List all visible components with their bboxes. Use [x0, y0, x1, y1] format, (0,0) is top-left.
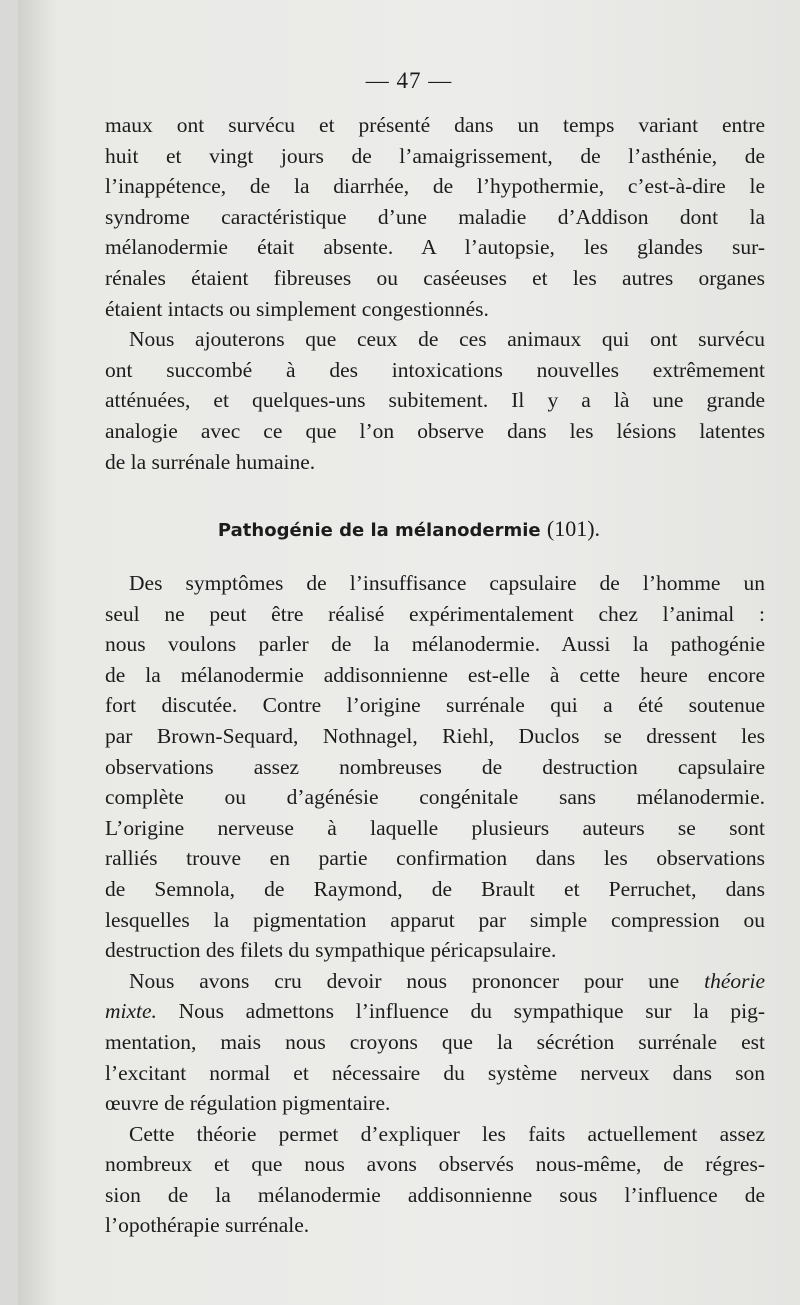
text-line: Nous ajouterons que ceux de ces animaux qui ont survécu [129, 327, 765, 352]
text-line: mentation, mais nous croyons que la sécrétion surrénale est [105, 1029, 765, 1054]
text-line: de Semnola, de Raymond, de Brault et Perruchet, dans [105, 876, 765, 901]
text-line: rénales étaient fibreuses ou caséeuses et les autres organes [105, 265, 765, 290]
body-text-continued [105, 568, 765, 1241]
text-line: par Brown-Sequard, Nothnagel, Riehl, Duclos se dressent les [105, 723, 765, 748]
text-line: étaient intacts ou simplement congestionnés. [105, 296, 489, 321]
text-line: de la surrénale humaine. [105, 449, 316, 474]
text-line [105, 996, 765, 1027]
paragraph-4 [105, 966, 765, 1119]
text-line: huit et vingt jours de l’amaigrissement, de l’asthénie, de [105, 143, 765, 168]
text-line: L’origine nerveuse à laquelle plusieurs auteurs se sont [105, 815, 765, 840]
text-line: œuvre de régulation pigmentaire. [105, 1091, 391, 1116]
text-line: l’inappétence, de la diarrhée, de l’hypothermie, c’est-à-dire le [105, 174, 765, 199]
text-line: observations assez nombreuses de destruction capsulaire [105, 754, 765, 779]
italic-term: théorie [704, 968, 766, 993]
section-heading [18, 516, 800, 542]
text-line: ralliés trouve en partie confirmation dans les observations [105, 846, 765, 871]
paragraph-1 [105, 110, 765, 324]
page-number: — 47 — [365, 68, 453, 93]
text-line: nombreux et que nous avons observés nous-même, de régres- [105, 1152, 765, 1177]
text-line: lesquelles la pigmentation apparut par simple compression ou [105, 907, 765, 932]
text-run: Nous admettons l’influence du sympathique sur la pig- [178, 999, 765, 1024]
paragraph-5 [105, 1119, 765, 1241]
text-line: analogie avec ce que l’on observe dans les lésions latentes [105, 418, 765, 443]
text-line: atténuées, et quelques-uns subitement. Il y a là une grande [105, 388, 765, 413]
text-line: sion de la mélanodermie addisonnienne sous l’influence de [105, 1182, 765, 1207]
text-line: destruction des filets du sympathique péricapsulaire. [105, 938, 557, 963]
text-line: nous voulons parler de la mélanodermie. Aussi la pathogénie [105, 632, 765, 657]
text-line: seul ne peut être réalisé expérimentalement chez l’animal : [105, 601, 765, 626]
paragraph-2 [105, 324, 765, 477]
text-line: maux ont survécu et présenté dans un temps variant entre [105, 113, 765, 137]
text-line: syndrome caractéristique d’une maladie d’Addison dont la [105, 204, 765, 229]
text-line [105, 966, 765, 997]
text-line: mélanodermie était absente. A l’autopsie, les glandes sur- [105, 235, 765, 260]
text-line: l’excitant normal et nécessaire du système nerveux dans son [105, 1060, 765, 1085]
text-line: Cette théorie permet d’expliquer les faits actuellement assez [129, 1121, 765, 1146]
text-line: complète ou d’agénésie congénitale sans mélanodermie. [105, 785, 765, 810]
text-line: l’opothérapie surrénale. [105, 1213, 310, 1238]
text-line: fort discutée. Contre l’origine surrénale qui a été soutenue [105, 693, 765, 718]
text-run: Nous avons cru devoir nous prononcer pour une [129, 968, 680, 993]
italic-term: mixte. [105, 999, 157, 1024]
text-line: de la mélanodermie addisonnienne est-elle à cette heure encore [105, 662, 765, 687]
text-line: Des symptômes de l’insuffisance capsulaire de l’homme un [129, 571, 765, 595]
text-line: ont succombé à des intoxications nouvelles extrêmement [105, 357, 765, 382]
heading-reference: (101). [546, 516, 601, 541]
paragraph-3 [105, 568, 765, 966]
heading-title: Pathogénie de la mélanodermie [217, 520, 541, 541]
book-page [18, 0, 800, 1305]
body-text [105, 110, 765, 477]
